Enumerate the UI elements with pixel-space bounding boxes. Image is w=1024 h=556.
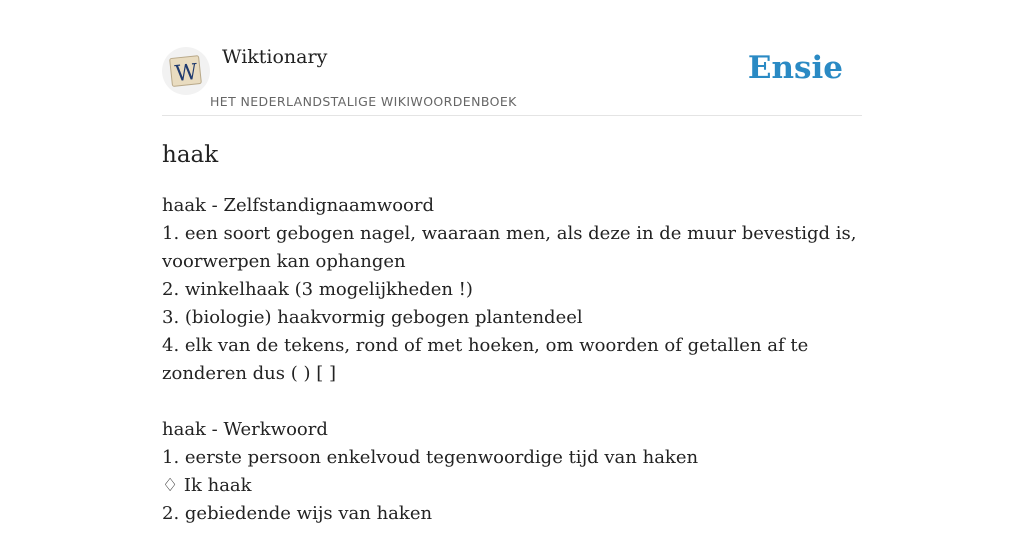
logo-tile — [168, 53, 204, 89]
page-title: haak — [162, 142, 219, 168]
definition-line: 1. eerste persoon enkelvoud tegenwoordige tijd van haken — [162, 447, 699, 468]
ensie-brand-link[interactable]: Ensie — [747, 50, 843, 86]
definition-line: 2. winkelhaak (3 mogelijkheden !) — [162, 279, 473, 300]
entry-verb — [162, 416, 862, 528]
logo-letter: W — [173, 59, 199, 88]
site-header — [162, 0, 862, 116]
site-name[interactable]: Wiktionary — [222, 46, 328, 68]
main-content — [162, 140, 862, 556]
definition-line: 4. elk van de tekens, rond of met hoeken, om woorden of getallen af te zonderen dus ( ) [ ] — [162, 335, 809, 384]
definition-list — [162, 192, 862, 528]
definition-line: 3. (biologie) haakvormig gebogen plantendeel — [162, 307, 583, 328]
entry-noun — [162, 192, 862, 388]
entry-heading: haak - Zelfstandignaamwoord — [162, 195, 434, 216]
example-line: ♢ Ik haak — [162, 475, 252, 496]
definition-line: 1. een soort gebogen nagel, waaraan men, als deze in de muur bevestigd is, voorwerpen kan ophangen — [162, 223, 857, 272]
definition-line: 2. gebiedende wijs van haken — [162, 503, 433, 524]
site-tagline: HET NEDERLANDSTALIGE WIKIWOORDENBOEK — [210, 94, 517, 109]
wiktionary-logo-icon[interactable] — [162, 47, 210, 95]
entry-heading: haak - Werkwoord — [162, 419, 328, 440]
